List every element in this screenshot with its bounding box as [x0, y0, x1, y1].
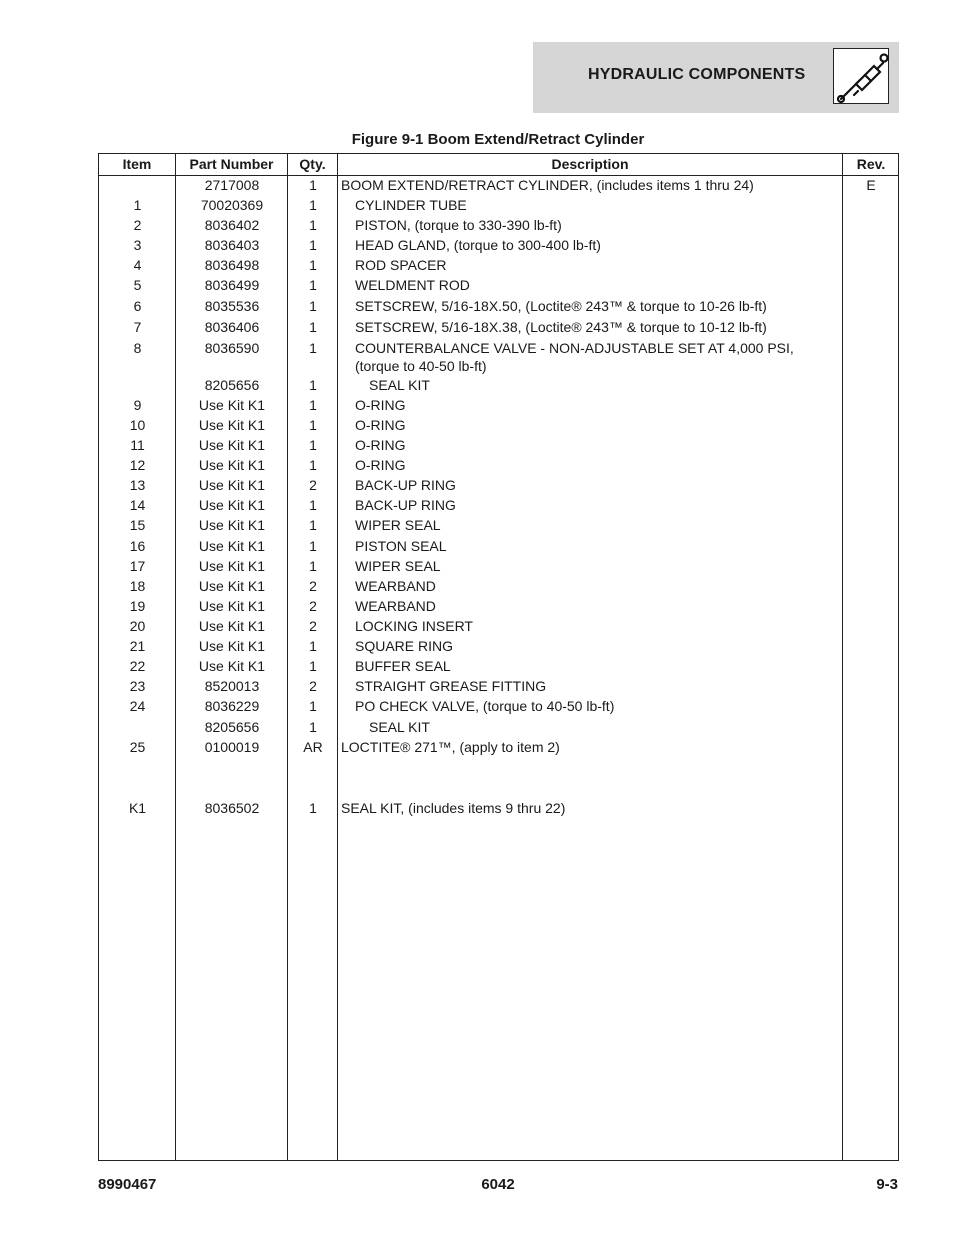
- qty-cell: 1: [309, 298, 317, 314]
- description-cell: PISTON SEAL: [355, 538, 447, 554]
- description-cell: SEAL KIT, (includes items 9 thru 22): [341, 800, 566, 816]
- description-cell: LOCKING INSERT: [355, 618, 473, 634]
- part-number-cell: Use Kit K1: [198, 457, 266, 473]
- item-cell: 20: [129, 618, 146, 634]
- item-cell: 10: [129, 417, 146, 433]
- item-cell: 9: [133, 397, 142, 413]
- header-item: Item: [122, 156, 152, 172]
- footer-page-number: 9-3: [876, 1176, 898, 1193]
- table-row: [99, 677, 898, 695]
- table-row: [99, 496, 898, 514]
- qty-cell: 1: [309, 558, 317, 574]
- table-row: [99, 597, 898, 615]
- qty-cell: 1: [309, 177, 317, 193]
- table-row: [99, 516, 898, 534]
- table-row: [99, 436, 898, 454]
- item-cell: K1: [128, 800, 147, 816]
- description-cell: CYLINDER TUBE: [355, 197, 467, 213]
- qty-cell: 2: [309, 678, 317, 694]
- table-row: [99, 577, 898, 595]
- qty-cell: 1: [309, 417, 317, 433]
- part-number-cell: Use Kit K1: [198, 397, 266, 413]
- part-number-cell: 8036498: [204, 257, 260, 273]
- qty-cell: 1: [309, 638, 317, 654]
- description-cell: BACK-UP RING: [355, 497, 456, 513]
- figure-title: Figure 9-1 Boom Extend/Retract Cylinder: [351, 131, 645, 148]
- item-cell: 4: [133, 257, 142, 273]
- qty-cell: 2: [309, 477, 317, 493]
- table-row: [99, 196, 898, 214]
- table-row: [99, 216, 898, 234]
- item-cell: 22: [129, 658, 146, 674]
- table-row: [99, 339, 898, 375]
- qty-cell: 1: [309, 517, 317, 533]
- part-number-cell: Use Kit K1: [198, 517, 266, 533]
- description-cell: WIPER SEAL: [355, 517, 441, 533]
- description-cell: PO CHECK VALVE, (torque to 40-50 lb-ft): [355, 698, 615, 714]
- parts-table: [98, 153, 899, 1161]
- section-title: HYDRAULIC COMPONENTS: [588, 66, 806, 83]
- table-row: [99, 416, 898, 434]
- item-cell: 21: [129, 638, 146, 654]
- part-number-cell: 8036502: [204, 800, 260, 816]
- header-description: Description: [551, 156, 629, 172]
- hydraulic-cylinder-icon: [833, 48, 889, 104]
- description-cell: SETSCREW, 5/16-18X.50, (Loctite® 243™ & torque to 10-26 lb-ft): [355, 298, 767, 314]
- part-number-cell: 70020369: [200, 197, 264, 213]
- item-cell: 6: [133, 298, 142, 314]
- part-number-cell: 0100019: [204, 739, 260, 755]
- qty-cell: 1: [309, 319, 317, 335]
- qty-cell: 1: [309, 437, 317, 453]
- item-cell: 7: [133, 319, 142, 335]
- description-cell: HEAD GLAND, (torque to 300-400 lb-ft): [355, 237, 601, 253]
- part-number-cell: 8036402: [204, 217, 260, 233]
- part-number-cell: 8520013: [204, 678, 260, 694]
- item-cell: 25: [129, 739, 146, 755]
- description-cell: LOCTITE® 271™, (apply to item 2): [341, 739, 560, 755]
- part-number-cell: Use Kit K1: [198, 417, 266, 433]
- item-cell: 23: [129, 678, 146, 694]
- qty-cell: 1: [309, 698, 317, 714]
- qty-cell: 1: [309, 217, 317, 233]
- part-number-cell: 8205656: [204, 377, 260, 393]
- table-row: [99, 396, 898, 414]
- qty-cell: 1: [309, 658, 317, 674]
- qty-cell: 1: [309, 719, 317, 735]
- description-cell: SEAL KIT: [369, 377, 430, 393]
- item-cell: 14: [129, 497, 146, 513]
- description-cell: SEAL KIT: [369, 719, 430, 735]
- description-cell: O-RING: [355, 397, 406, 413]
- part-number-cell: 8036229: [204, 698, 260, 714]
- footer-model-number: 6042: [481, 1176, 515, 1193]
- section-header: [533, 42, 899, 113]
- table-row: [99, 718, 898, 736]
- qty-cell: 1: [309, 197, 317, 213]
- part-number-cell: Use Kit K1: [198, 658, 266, 674]
- table-row: [99, 697, 898, 715]
- table-row: [99, 276, 898, 294]
- item-cell: 18: [129, 578, 146, 594]
- description-cell: O-RING: [355, 437, 406, 453]
- description-cell: BOOM EXTEND/RETRACT CYLINDER, (includes items 1 thru 24): [341, 177, 754, 193]
- header-part-number: Part Number: [189, 156, 274, 172]
- qty-cell: 1: [309, 497, 317, 513]
- table-row: [99, 738, 898, 756]
- item-cell: 5: [133, 277, 142, 293]
- part-number-cell: Use Kit K1: [198, 497, 266, 513]
- item-cell: 1: [133, 197, 142, 213]
- description-cell: STRAIGHT GREASE FITTING: [355, 678, 547, 694]
- part-number-cell: Use Kit K1: [198, 598, 266, 614]
- part-number-cell: 8036590: [204, 340, 260, 356]
- description-line: (torque to 40-50 lb-ft): [355, 358, 487, 374]
- qty-cell: 1: [309, 237, 317, 253]
- part-number-cell: Use Kit K1: [198, 538, 266, 554]
- rev-cell: E: [866, 177, 876, 193]
- qty-cell: AR: [303, 739, 323, 755]
- item-cell: 13: [129, 477, 146, 493]
- part-number-cell: 8036406: [204, 319, 260, 335]
- table-row: [99, 256, 898, 274]
- qty-cell: 1: [309, 397, 317, 413]
- description-cell: WELDMENT ROD: [355, 277, 470, 293]
- qty-cell: 2: [309, 598, 317, 614]
- table-row: [99, 297, 898, 315]
- part-number-cell: Use Kit K1: [198, 558, 266, 574]
- part-number-cell: 8035536: [204, 298, 260, 314]
- table-row: [99, 617, 898, 635]
- part-number-cell: 8036403: [204, 237, 260, 253]
- table-row: [99, 557, 898, 575]
- footer-document-number: 8990467: [98, 1176, 157, 1193]
- part-number-cell: 2717008: [204, 177, 260, 193]
- description-cell: WEARBAND: [355, 578, 436, 594]
- description-line: COUNTERBALANCE VALVE - NON-ADJUSTABLE SET AT 4,000 PSI,: [355, 340, 794, 356]
- qty-cell: 1: [309, 800, 317, 816]
- item-cell: 16: [129, 538, 146, 554]
- part-number-cell: Use Kit K1: [198, 618, 266, 634]
- item-cell: 12: [129, 457, 146, 473]
- table-row: [99, 376, 898, 394]
- description-cell: WIPER SEAL: [355, 558, 441, 574]
- qty-cell: 2: [309, 578, 317, 594]
- table-row: [99, 176, 898, 194]
- item-cell: 15: [129, 517, 146, 533]
- qty-cell: 2: [309, 618, 317, 634]
- table-row: [99, 657, 898, 675]
- item-cell: 17: [129, 558, 146, 574]
- description-cell: SETSCREW, 5/16-18X.38, (Loctite® 243™ & torque to 10-12 lb-ft): [355, 319, 767, 335]
- header-qty: Qty.: [299, 156, 326, 172]
- header-rev: Rev.: [856, 156, 886, 172]
- description-cell: O-RING: [355, 417, 406, 433]
- description-cell: SQUARE RING: [355, 638, 454, 654]
- description-cell: BACK-UP RING: [355, 477, 456, 493]
- table-row: [99, 236, 898, 254]
- table-row: [99, 799, 898, 817]
- part-number-cell: 8036499: [204, 277, 260, 293]
- qty-cell: 1: [309, 340, 317, 356]
- table-row: [99, 476, 898, 494]
- item-cell: 2: [133, 217, 142, 233]
- qty-cell: 1: [309, 277, 317, 293]
- description-cell: ROD SPACER: [355, 257, 447, 273]
- item-cell: 11: [130, 437, 145, 453]
- description-cell: BUFFER SEAL: [355, 658, 451, 674]
- item-cell: 24: [129, 698, 146, 714]
- qty-cell: 1: [309, 457, 317, 473]
- table-row: [99, 456, 898, 474]
- qty-cell: 1: [309, 257, 317, 273]
- qty-cell: 1: [309, 377, 317, 393]
- table-row: [99, 537, 898, 555]
- description-cell: PISTON, (torque to 330-390 lb-ft): [355, 217, 562, 233]
- item-cell: 8: [133, 340, 142, 356]
- item-cell: 19: [129, 598, 146, 614]
- description-cell: O-RING: [355, 457, 406, 473]
- table-row: [99, 637, 898, 655]
- part-number-cell: Use Kit K1: [198, 477, 266, 493]
- part-number-cell: Use Kit K1: [198, 437, 266, 453]
- qty-cell: 1: [309, 538, 317, 554]
- table-row: [99, 318, 898, 336]
- item-cell: 3: [133, 237, 142, 253]
- part-number-cell: Use Kit K1: [198, 638, 266, 654]
- part-number-cell: 8205656: [204, 719, 260, 735]
- description-cell: [341, 339, 855, 375]
- part-number-cell: Use Kit K1: [198, 578, 266, 594]
- description-cell: WEARBAND: [355, 598, 436, 614]
